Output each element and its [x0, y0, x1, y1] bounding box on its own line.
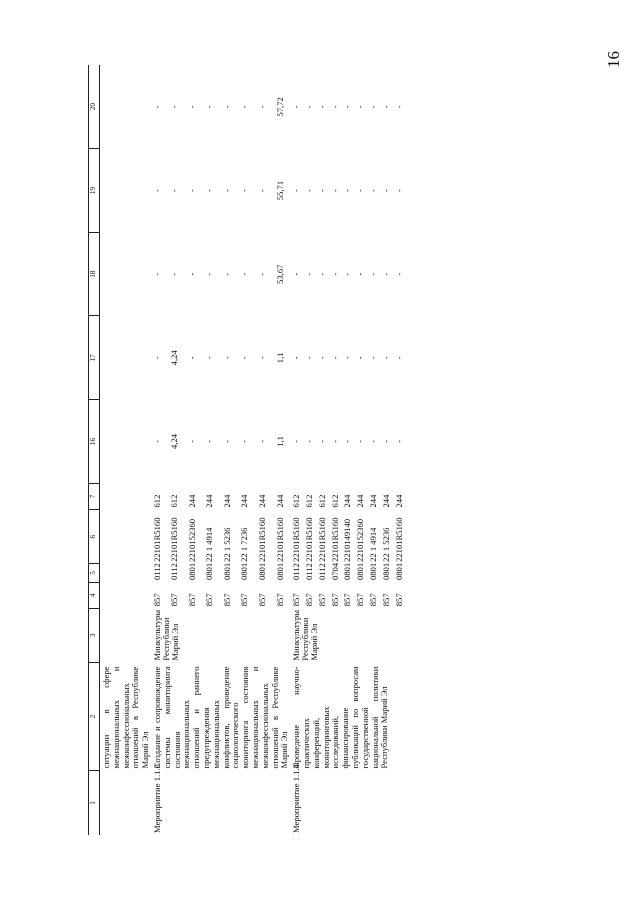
year-2019-value: - [380, 189, 391, 192]
grbs-code: 857 [169, 593, 180, 607]
column-number-3: 3 [89, 608, 100, 662]
column-number-2: 2 [89, 663, 100, 771]
section-code: 0801 [221, 562, 232, 581]
year-2018-value: - [221, 272, 232, 276]
year-2017-value: - [256, 356, 267, 360]
expense-type-code: 612 [329, 494, 340, 508]
column-number-16: 16 [89, 400, 100, 484]
year-2019-value: - [186, 189, 197, 192]
expense-type-code: 612 [151, 494, 162, 508]
column-number-1: 1 [89, 771, 100, 836]
measure-description-text: Создание и сопровождение системы мониторинга состояния межнациональных отношений и раннего предупреждения межнациональных конфликтов, проведение социологического мониторинга состояния межнациональных и межконфессиональных отношений в Республике Марий Эл [151, 666, 290, 769]
year-2016-value: - [303, 440, 314, 443]
target-article-code: 22 1 5236 [380, 527, 391, 562]
year-2019-value: 55,71 [274, 180, 285, 201]
year-2019-value: - [256, 189, 267, 192]
year-2020-value: - [291, 105, 302, 109]
target-article-code: 22101R5160 [329, 517, 340, 562]
year-2018-value: - [329, 272, 340, 276]
year-2020-value: - [186, 105, 197, 109]
target-article-code: 2210149140 [342, 518, 353, 562]
measure-executor [151, 608, 290, 662]
year-2020-value: - [239, 105, 250, 109]
year-2016-value: - [151, 440, 162, 443]
year-2017-value: - [393, 356, 404, 360]
year-2020-value: - [329, 105, 340, 109]
year-2018-value: - [256, 272, 267, 276]
year-2017-value: - [329, 356, 340, 360]
target-article-code: 2210152360 [186, 518, 197, 562]
budget-table-sheet [88, 65, 542, 835]
year-2018-value: - [355, 272, 366, 276]
measure-name [290, 764, 404, 836]
section-code: 0112 [151, 563, 162, 581]
year-2016-value: - [204, 440, 215, 443]
year-2017-value: - [303, 356, 314, 360]
year-2020-value: - [342, 105, 353, 109]
section-code: 0112 [316, 563, 327, 581]
section-code: 0801 [342, 562, 353, 581]
year-2019-value: - [393, 189, 404, 192]
section-code: 0801 [239, 562, 250, 581]
year-2016-value: - [367, 440, 378, 443]
year-2018-value: - [239, 272, 250, 276]
year-2020-value: - [204, 105, 215, 109]
measure-description [290, 663, 404, 771]
expense-type-code: 244 [186, 494, 197, 508]
year-2016-value: - [291, 440, 302, 443]
expense-type-code: 244 [256, 494, 267, 508]
year-2019-value: - [221, 189, 232, 192]
year-2017-value: - [316, 356, 327, 360]
column-number-20: 20 [89, 65, 100, 149]
grbs-code: 857 [316, 593, 327, 607]
measure-description-text: Проведение научно-практических конференций, мониторинговых исследований, финансирование публикаций по вопросам государственной национальной политики Республики Марий Эл [291, 666, 390, 769]
continued-row [100, 65, 151, 835]
table-row [290, 65, 302, 835]
year-2017-value: - [204, 356, 215, 360]
year-2019-value: - [239, 189, 250, 192]
year-2017-value: - [291, 356, 302, 360]
grbs-code: 857 [303, 593, 314, 607]
year-2020-value: - [393, 105, 404, 109]
year-2019-value: - [291, 189, 302, 192]
year-2016-value: - [380, 440, 391, 443]
year-2020-value: - [367, 105, 378, 109]
expense-type-code: 244 [204, 494, 215, 508]
year-2018-value: - [291, 272, 302, 276]
column-number-19: 19 [89, 149, 100, 233]
year-2017-value: - [151, 356, 162, 360]
year-2019-value: - [355, 189, 366, 192]
year-2017-value: - [239, 356, 250, 360]
expense-type-code: 244 [221, 494, 232, 508]
measure-name-text: Мероприятие 1.1.4 [291, 764, 302, 833]
year-2017-value: - [380, 356, 391, 360]
measure-name [151, 764, 290, 836]
year-2018-value: - [342, 272, 353, 276]
year-2020-value: - [355, 105, 366, 109]
year-2019-value: - [316, 189, 327, 192]
measure-executor-text: Минкультуры Республики Марий Эл [291, 609, 320, 661]
expense-type-code: 244 [239, 494, 250, 508]
year-2019-value: - [367, 189, 378, 192]
year-2019-value: - [342, 189, 353, 192]
expense-type-code: 244 [342, 494, 353, 508]
year-2016-value: - [316, 440, 327, 443]
grbs-code: 857 [274, 593, 285, 607]
grbs-code: 857 [342, 593, 353, 607]
year-2016-value: - [393, 440, 404, 443]
year-2019-value: - [204, 189, 215, 192]
year-2016-value: - [186, 440, 197, 443]
year-2018-value: - [380, 272, 391, 276]
target-article-code: 22101R5160 [291, 517, 302, 562]
year-2018-value: 53,67 [274, 264, 285, 284]
year-2020-value: - [303, 105, 314, 109]
section-code: 0801 [256, 562, 267, 581]
column-number-6: 6 [89, 509, 100, 563]
measure-executor [290, 608, 404, 662]
grbs-code: 857 [291, 593, 302, 607]
year-2020-value: - [151, 105, 162, 109]
grbs-code: 857 [256, 593, 267, 607]
column-number-7: 7 [89, 483, 100, 509]
target-article-code: 22 1 7236 [239, 527, 250, 562]
year-2018-value: - [204, 272, 215, 276]
year-2020-value: - [316, 105, 327, 109]
grbs-code: 857 [204, 593, 215, 607]
year-2020-value: - [169, 105, 180, 109]
column-number-4: 4 [89, 582, 100, 608]
section-code: 0112 [303, 563, 314, 581]
year-2020-value: 57,72 [274, 97, 285, 117]
target-article-code: 22 1 4914 [204, 527, 215, 562]
expense-type-code: 244 [393, 494, 404, 508]
section-code: 0801 [380, 562, 391, 581]
target-article-code: 22101R5160 [316, 517, 327, 562]
expense-type-code: 612 [303, 494, 314, 508]
expense-type-code: 244 [367, 494, 378, 508]
section-code: 0801 [393, 562, 404, 581]
year-2018-value: - [367, 272, 378, 276]
column-number-row [89, 65, 100, 835]
budget-table [88, 65, 404, 835]
target-article-code: 2210152360 [355, 518, 366, 562]
year-2020-value: - [380, 105, 391, 109]
year-2020-value: - [221, 105, 232, 109]
target-article-code: 22101R5160 [169, 517, 180, 562]
year-2017-value: - [186, 356, 197, 360]
grbs-code: 857 [393, 593, 404, 607]
year-2019-value: - [303, 189, 314, 192]
page-number: 16 [604, 51, 623, 68]
year-2019-value: - [329, 189, 340, 192]
grbs-code: 857 [367, 593, 378, 607]
expense-type-code: 612 [169, 494, 180, 508]
empty-cell [100, 65, 151, 663]
year-2019-value: - [151, 189, 162, 192]
grbs-code: 857 [329, 593, 340, 607]
year-2016-value: - [256, 440, 267, 443]
expense-type-code: 612 [291, 494, 302, 508]
year-2017-value: - [221, 356, 232, 360]
section-code: 0801 [204, 562, 215, 581]
year-2017-value: 1,1 [274, 352, 285, 364]
measure-description [151, 663, 290, 771]
grbs-code: 857 [186, 593, 197, 607]
section-code: 0801 [355, 562, 366, 581]
empty-cell [100, 771, 151, 836]
measure-name-text: Мероприятие 1.1.3 [151, 764, 162, 833]
target-article-code: 22101R5160 [256, 517, 267, 562]
year-2020-value: - [256, 105, 267, 109]
target-article-code: 22101R5160 [274, 517, 285, 562]
target-article-code: 22 1 4914 [367, 527, 378, 562]
year-2017-value: - [342, 356, 353, 360]
year-2018-value: - [186, 272, 197, 276]
table-row [151, 65, 167, 835]
year-2017-value: - [355, 356, 366, 360]
expense-type-code: 612 [316, 494, 327, 508]
expense-type-code: 244 [355, 494, 366, 508]
year-2016-value: - [239, 440, 250, 443]
year-2016-value: - [342, 440, 353, 443]
year-2018-value: - [151, 272, 162, 276]
year-2017-value: 4,24 [169, 350, 180, 366]
grbs-code: 857 [151, 593, 162, 607]
year-2016-value: 4,24 [169, 433, 180, 449]
year-2016-value: - [355, 440, 366, 443]
year-2018-value: - [303, 272, 314, 276]
year-2016-value: 1,1 [274, 436, 285, 447]
column-number-18: 18 [89, 232, 100, 316]
measure-executor-text: Минкультуры Республики Марий Эл [151, 609, 180, 661]
continued-description: ситуации в сфере межнациональных и межконфессиональных отношений в Республике Марий Эл [101, 666, 151, 769]
expense-type-code: 244 [274, 494, 285, 508]
section-code: 0801 [367, 562, 378, 581]
section-code: 0801 [274, 562, 285, 581]
year-2017-value: - [367, 356, 378, 360]
year-2016-value: - [221, 440, 232, 443]
expense-type-code: 244 [380, 494, 391, 508]
grbs-code: 857 [355, 593, 366, 607]
section-code: 0112 [169, 563, 180, 581]
section-code: 0704 [329, 562, 340, 581]
year-2016-value: - [329, 440, 340, 443]
target-article-code: 22101R5160 [393, 517, 404, 562]
year-2019-value: - [169, 189, 180, 192]
section-code: 0801 [186, 562, 197, 581]
column-number-5: 5 [89, 564, 100, 582]
year-2018-value: - [393, 272, 404, 276]
grbs-code: 857 [380, 593, 391, 607]
year-2018-value: - [169, 272, 180, 276]
year-2018-value: - [316, 272, 327, 276]
target-article-code: 22 1 5236 [221, 527, 232, 562]
table-body [89, 65, 405, 835]
target-article-code: 22101R5160 [303, 517, 314, 562]
target-article-code: 22101R5160 [151, 517, 162, 562]
column-number-17: 17 [89, 316, 100, 400]
grbs-code: 857 [221, 593, 232, 607]
section-code: 0112 [291, 563, 302, 581]
grbs-code: 857 [239, 593, 250, 607]
